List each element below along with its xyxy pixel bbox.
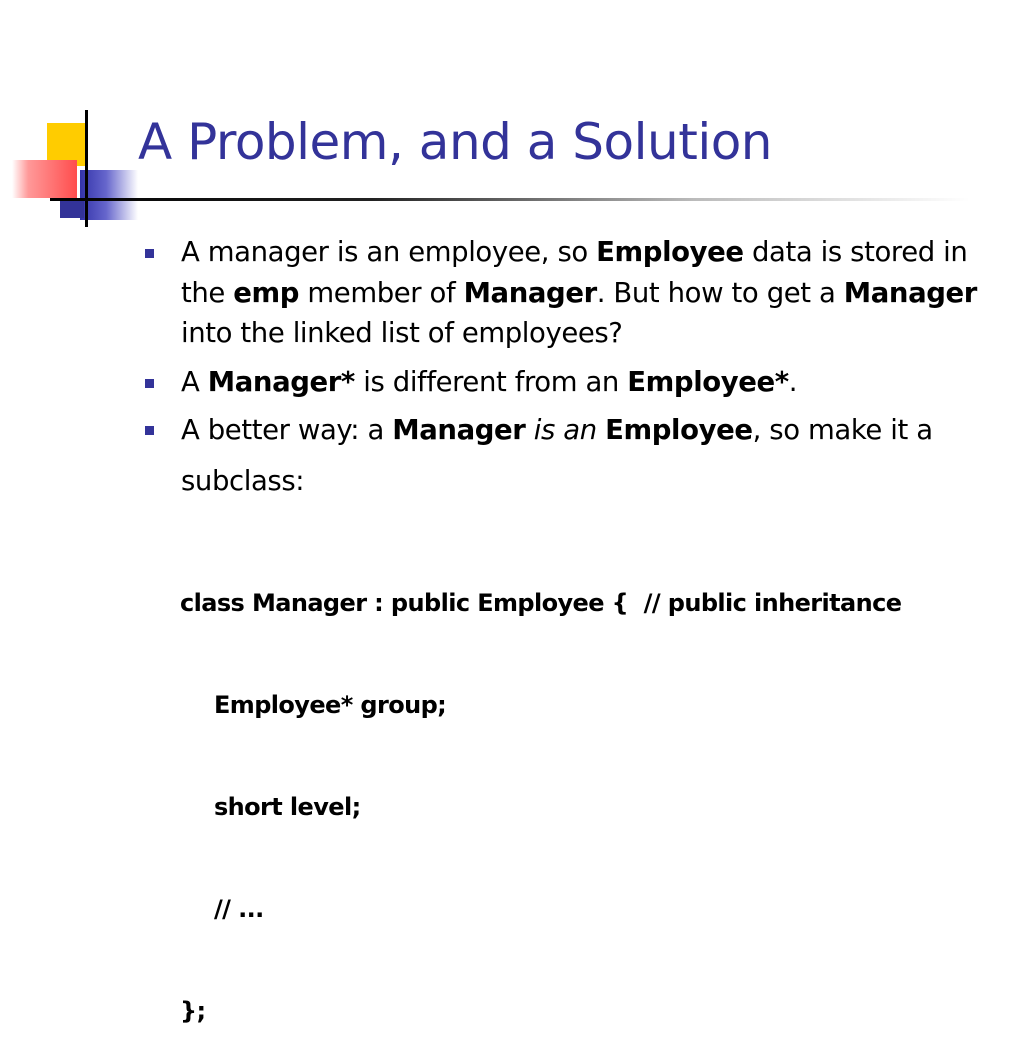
square-bullet-icon — [145, 249, 154, 258]
code-line: }; — [180, 997, 206, 1025]
square-bullet-icon — [145, 379, 154, 388]
slide-title: A Problem, and a Solution — [138, 113, 772, 171]
code-line: short level; — [214, 793, 361, 821]
title-underline — [50, 198, 970, 201]
code-line: class Manager : public Employee { // public inheritance — [180, 589, 902, 617]
blue-square-small-decoration — [60, 200, 84, 218]
bullet-item — [142, 405, 1002, 507]
bullet-text: A better way: a Manager is an Employee, so make it a subclass: — [181, 414, 933, 497]
vertical-rule — [85, 110, 88, 227]
bullet-item — [142, 232, 1002, 354]
code-block — [180, 518, 901, 1062]
code-line: Employee* group; — [214, 691, 447, 719]
red-square-decoration — [12, 160, 77, 198]
code-line: // ... — [214, 895, 264, 923]
square-bullet-icon — [145, 426, 154, 435]
bullet-text: A Manager* is different from an Employee*. — [181, 365, 798, 398]
bullet-item — [142, 362, 1002, 403]
blue-square-decoration — [80, 170, 138, 220]
bullet-list — [142, 232, 1002, 515]
bullet-text: A manager is an employee, so Employee data is stored in the emp member of Manager. But how to get a Manager into the linked list of employees? — [181, 236, 977, 349]
